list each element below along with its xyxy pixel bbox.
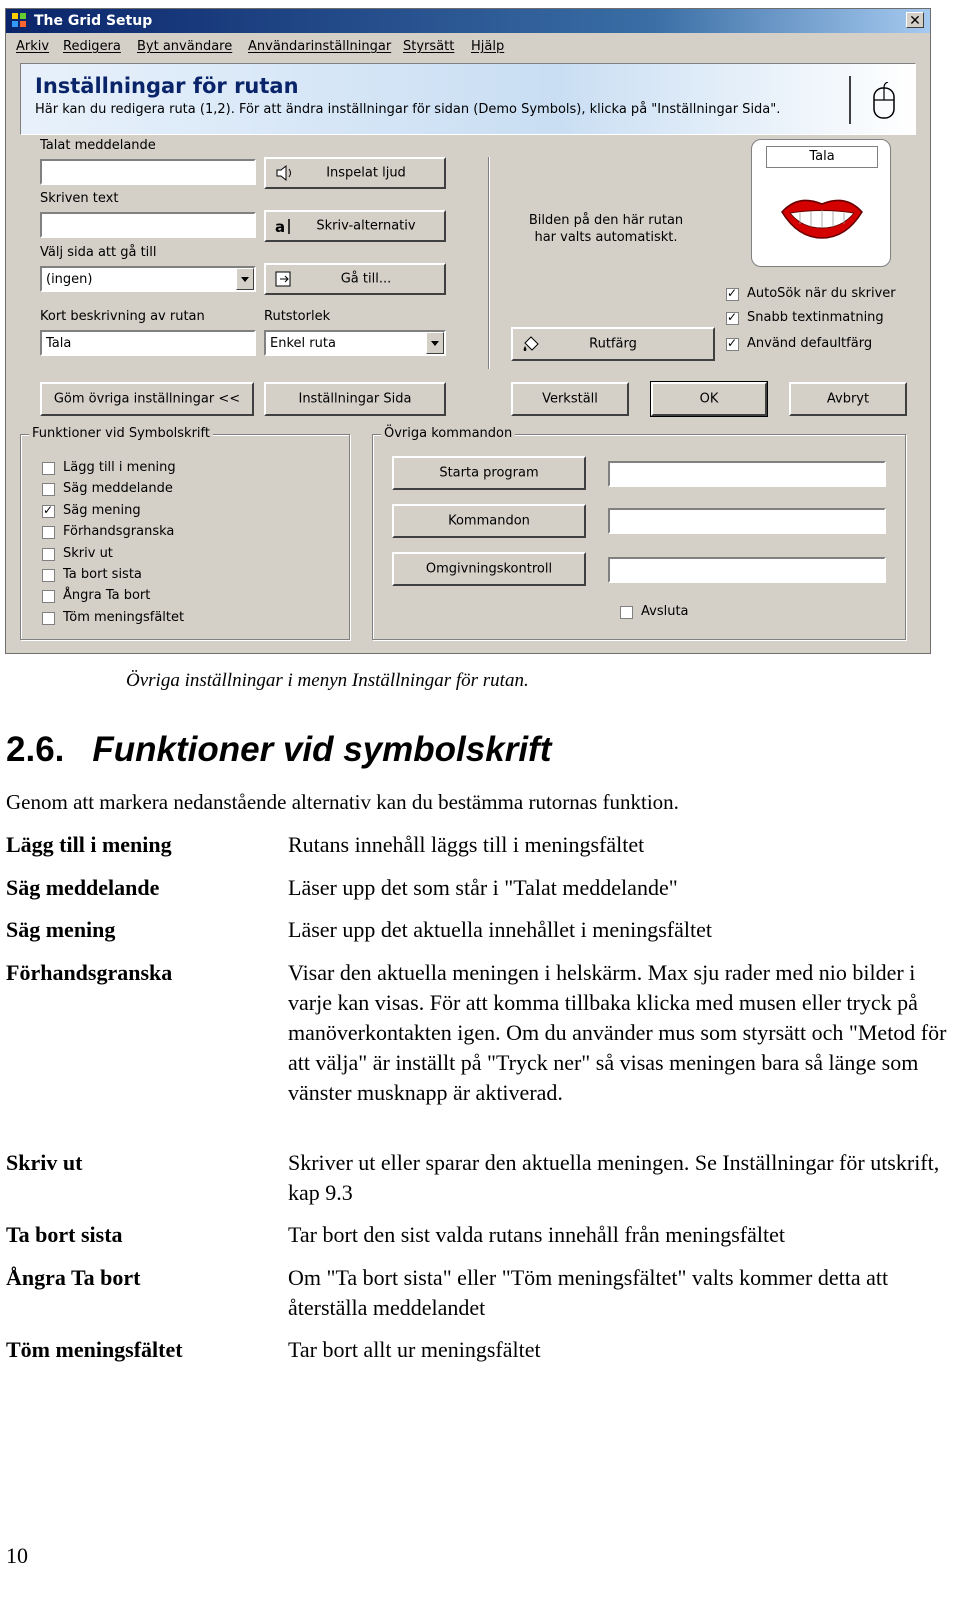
section-title: Funktioner vid symbolskrift (92, 730, 552, 769)
page-settings-label: Inställningar Sida (298, 391, 412, 407)
menu-redigera[interactable]: Redigera (63, 39, 121, 54)
ok-label: OK (699, 391, 719, 407)
header-title: Inställningar för rutan (35, 74, 299, 98)
menu-byt-anvandare[interactable]: Byt användare (137, 39, 233, 54)
default-color-label: Använd defaultfärg (747, 336, 873, 351)
apply-button[interactable] (511, 382, 629, 416)
symbol-function-checkbox[interactable] (42, 569, 55, 582)
symbol-function-checkbox[interactable] (42, 590, 55, 603)
cancel-button[interactable] (789, 382, 907, 416)
command-button[interactable] (392, 504, 586, 538)
chevron-down-icon[interactable] (236, 268, 254, 290)
start-program-label: Starta program (439, 465, 539, 481)
menu-arkiv[interactable]: Arkiv (16, 39, 50, 54)
term-label: Säg mening (6, 917, 116, 942)
cell-size-select[interactable] (264, 330, 446, 356)
term-definition: Läser upp det som står i "Talat meddelande" (288, 875, 678, 900)
symbol-function-label: Ångra Ta bort (63, 588, 151, 604)
written-text-label: Skriven text (40, 191, 119, 206)
term-label: Skriv ut (6, 1150, 83, 1175)
preview-caption: Tala (766, 146, 878, 168)
symbol-function-label: Säg mening (63, 502, 141, 518)
goto-page-label: Välj sida att gå till (40, 245, 157, 260)
symbol-function-label: Skriv ut (63, 545, 113, 561)
symbol-function-checkbox[interactable] (42, 462, 55, 475)
term-definition: Tar bort allt ur meningsfältet (288, 1337, 541, 1362)
term-definition: Skriver ut eller sparar den aktuella meningen. Se Inställningar för utskrift, kap 9.3 (288, 1150, 940, 1205)
figure-caption: Övriga inställningar i menyn Inställningar för rutan. (126, 670, 529, 691)
symbol-function-label: Lägg till i mening (63, 460, 176, 475)
symbol-function-checkbox[interactable] (42, 612, 55, 625)
term-label: Förhandsgranska (6, 960, 173, 985)
menu-hjalp[interactable]: Hjälp (471, 39, 505, 54)
autosearch-label: AutoSök när du skriver (747, 286, 896, 301)
menu-styrsatt[interactable]: Styrsätt (403, 39, 455, 54)
symbol-functions-legend: Funktioner vid Symbolskrift (29, 426, 213, 441)
apply-label: Verkställ (542, 391, 598, 407)
section-number: 2.6. (6, 730, 65, 769)
symbol-function-label: Säg meddelande (63, 481, 173, 497)
symbol-function-label: Töm meningsfältet (63, 609, 185, 625)
term-definition: Läser upp det aktuella innehållet i meningsfältet (288, 917, 712, 942)
svg-text:a: a (275, 218, 286, 236)
grid-app-icon (12, 13, 26, 27)
term-label: Ta bort sista (6, 1222, 123, 1247)
section-heading (6, 730, 551, 770)
page-number: 10 (6, 1543, 28, 1568)
default-color-checkbox[interactable] (726, 338, 739, 351)
start-program-button[interactable] (392, 456, 586, 490)
recorded-sound-label: Inspelat ljud (326, 165, 406, 181)
header-divider (849, 76, 851, 124)
write-options-label: Skriv-alternativ (316, 218, 416, 234)
cell-size-value: Enkel ruta (270, 336, 336, 351)
title-bar[interactable] (6, 9, 930, 33)
chevron-down-icon[interactable] (426, 332, 444, 354)
menu-anvandarinstallningar[interactable]: Användarinställningar (248, 39, 392, 54)
other-commands-legend: Övriga kommandon (381, 426, 515, 441)
close-button[interactable]: ✕ (906, 12, 924, 28)
grid-setup-window (5, 8, 931, 654)
goto-page-value: (ingen) (46, 272, 93, 287)
goto-button[interactable] (264, 263, 446, 295)
term-definition: Visar den aktuella meningen i helskärm. Max sju rader med nio bilder i varje kan visas. För att komma tillbaka klicka med musen eller tryck på manöverkontakten igen. Om du använder mus som styrsätt och "Metod för att välja" är inställt på "Tryck ner" så visas meningen bara så länge som vänster musknapp är aktiverad. (288, 960, 947, 1105)
quit-checkbox[interactable] (620, 606, 633, 619)
short-desc-input[interactable]: Tala (40, 330, 256, 356)
mouth-symbol-icon (780, 192, 864, 240)
cell-color-label: Rutfärg (589, 336, 637, 352)
ok-button[interactable] (651, 382, 767, 416)
symbol-function-checkbox[interactable] (42, 505, 55, 518)
term-label: Töm meningsfältet (6, 1337, 183, 1362)
symbol-function-label: Förhandsgranska (63, 524, 175, 540)
cell-preview[interactable] (751, 139, 891, 267)
term-label: Säg meddelande (6, 875, 160, 900)
page-settings-button[interactable] (264, 382, 446, 416)
header-subtitle: Här kan du redigera ruta (1,2). För att ändra inställningar för sidan (Demo Symbols), klicka på "Inställningar Sida". (35, 102, 781, 117)
auto-image-note: Bilden på den här rutan har valts automatiskt. (528, 213, 684, 245)
quick-text-checkbox[interactable] (726, 312, 739, 325)
cell-color-button[interactable] (511, 327, 715, 361)
short-desc-label: Kort beskrivning av rutan (40, 309, 205, 324)
program-path-input[interactable] (608, 461, 886, 487)
settings-header (20, 63, 916, 135)
autosearch-checkbox[interactable] (726, 288, 739, 301)
term-definition: Rutans innehåll läggs till i meningsfältet (288, 832, 645, 857)
written-text-input[interactable] (40, 212, 256, 238)
spoken-message-label: Talat meddelande (40, 138, 156, 153)
goto-page-select[interactable] (40, 266, 256, 292)
goto-label: Gå till... (340, 271, 392, 287)
quit-label: Avsluta (641, 604, 689, 619)
spoken-message-input[interactable] (40, 159, 256, 185)
cancel-label: Avbryt (826, 391, 870, 407)
quick-text-label: Snabb textinmatning (747, 310, 884, 325)
command-input[interactable] (608, 508, 886, 534)
symbol-function-checkbox[interactable] (42, 548, 55, 561)
menu-bar (6, 35, 930, 59)
command-label: Kommandon (448, 513, 530, 529)
write-options-button[interactable] (264, 210, 446, 242)
term-definition: Om "Ta bort sista" eller "Töm meningsfältet" valts kommer detta att återställa meddelandet (288, 1265, 889, 1320)
mouse-icon (873, 82, 895, 120)
hide-settings-label: Göm övriga inställningar << (53, 391, 241, 407)
vertical-separator (488, 157, 490, 369)
environment-control-label: Omgivningskontroll (425, 561, 553, 577)
environment-input[interactable] (608, 557, 886, 583)
environment-control-button[interactable] (392, 552, 586, 586)
term-definition: Tar bort den sist valda rutans innehåll från meningsfältet (288, 1222, 785, 1247)
symbol-function-checkbox[interactable] (42, 526, 55, 539)
symbol-function-checkbox[interactable] (42, 483, 55, 496)
hide-settings-button[interactable] (40, 382, 254, 416)
recorded-sound-button[interactable] (264, 157, 446, 189)
term-label: Ångra Ta bort (6, 1265, 141, 1290)
symbol-function-label: Ta bort sista (63, 567, 142, 582)
intro-paragraph: Genom att markera nedanstående alternativ kan du bestämma rutornas funktion. (6, 790, 679, 814)
window-title: The Grid Setup (34, 13, 153, 29)
cell-size-label: Rutstorlek (264, 309, 331, 324)
term-label: Lägg till i mening (6, 832, 172, 857)
